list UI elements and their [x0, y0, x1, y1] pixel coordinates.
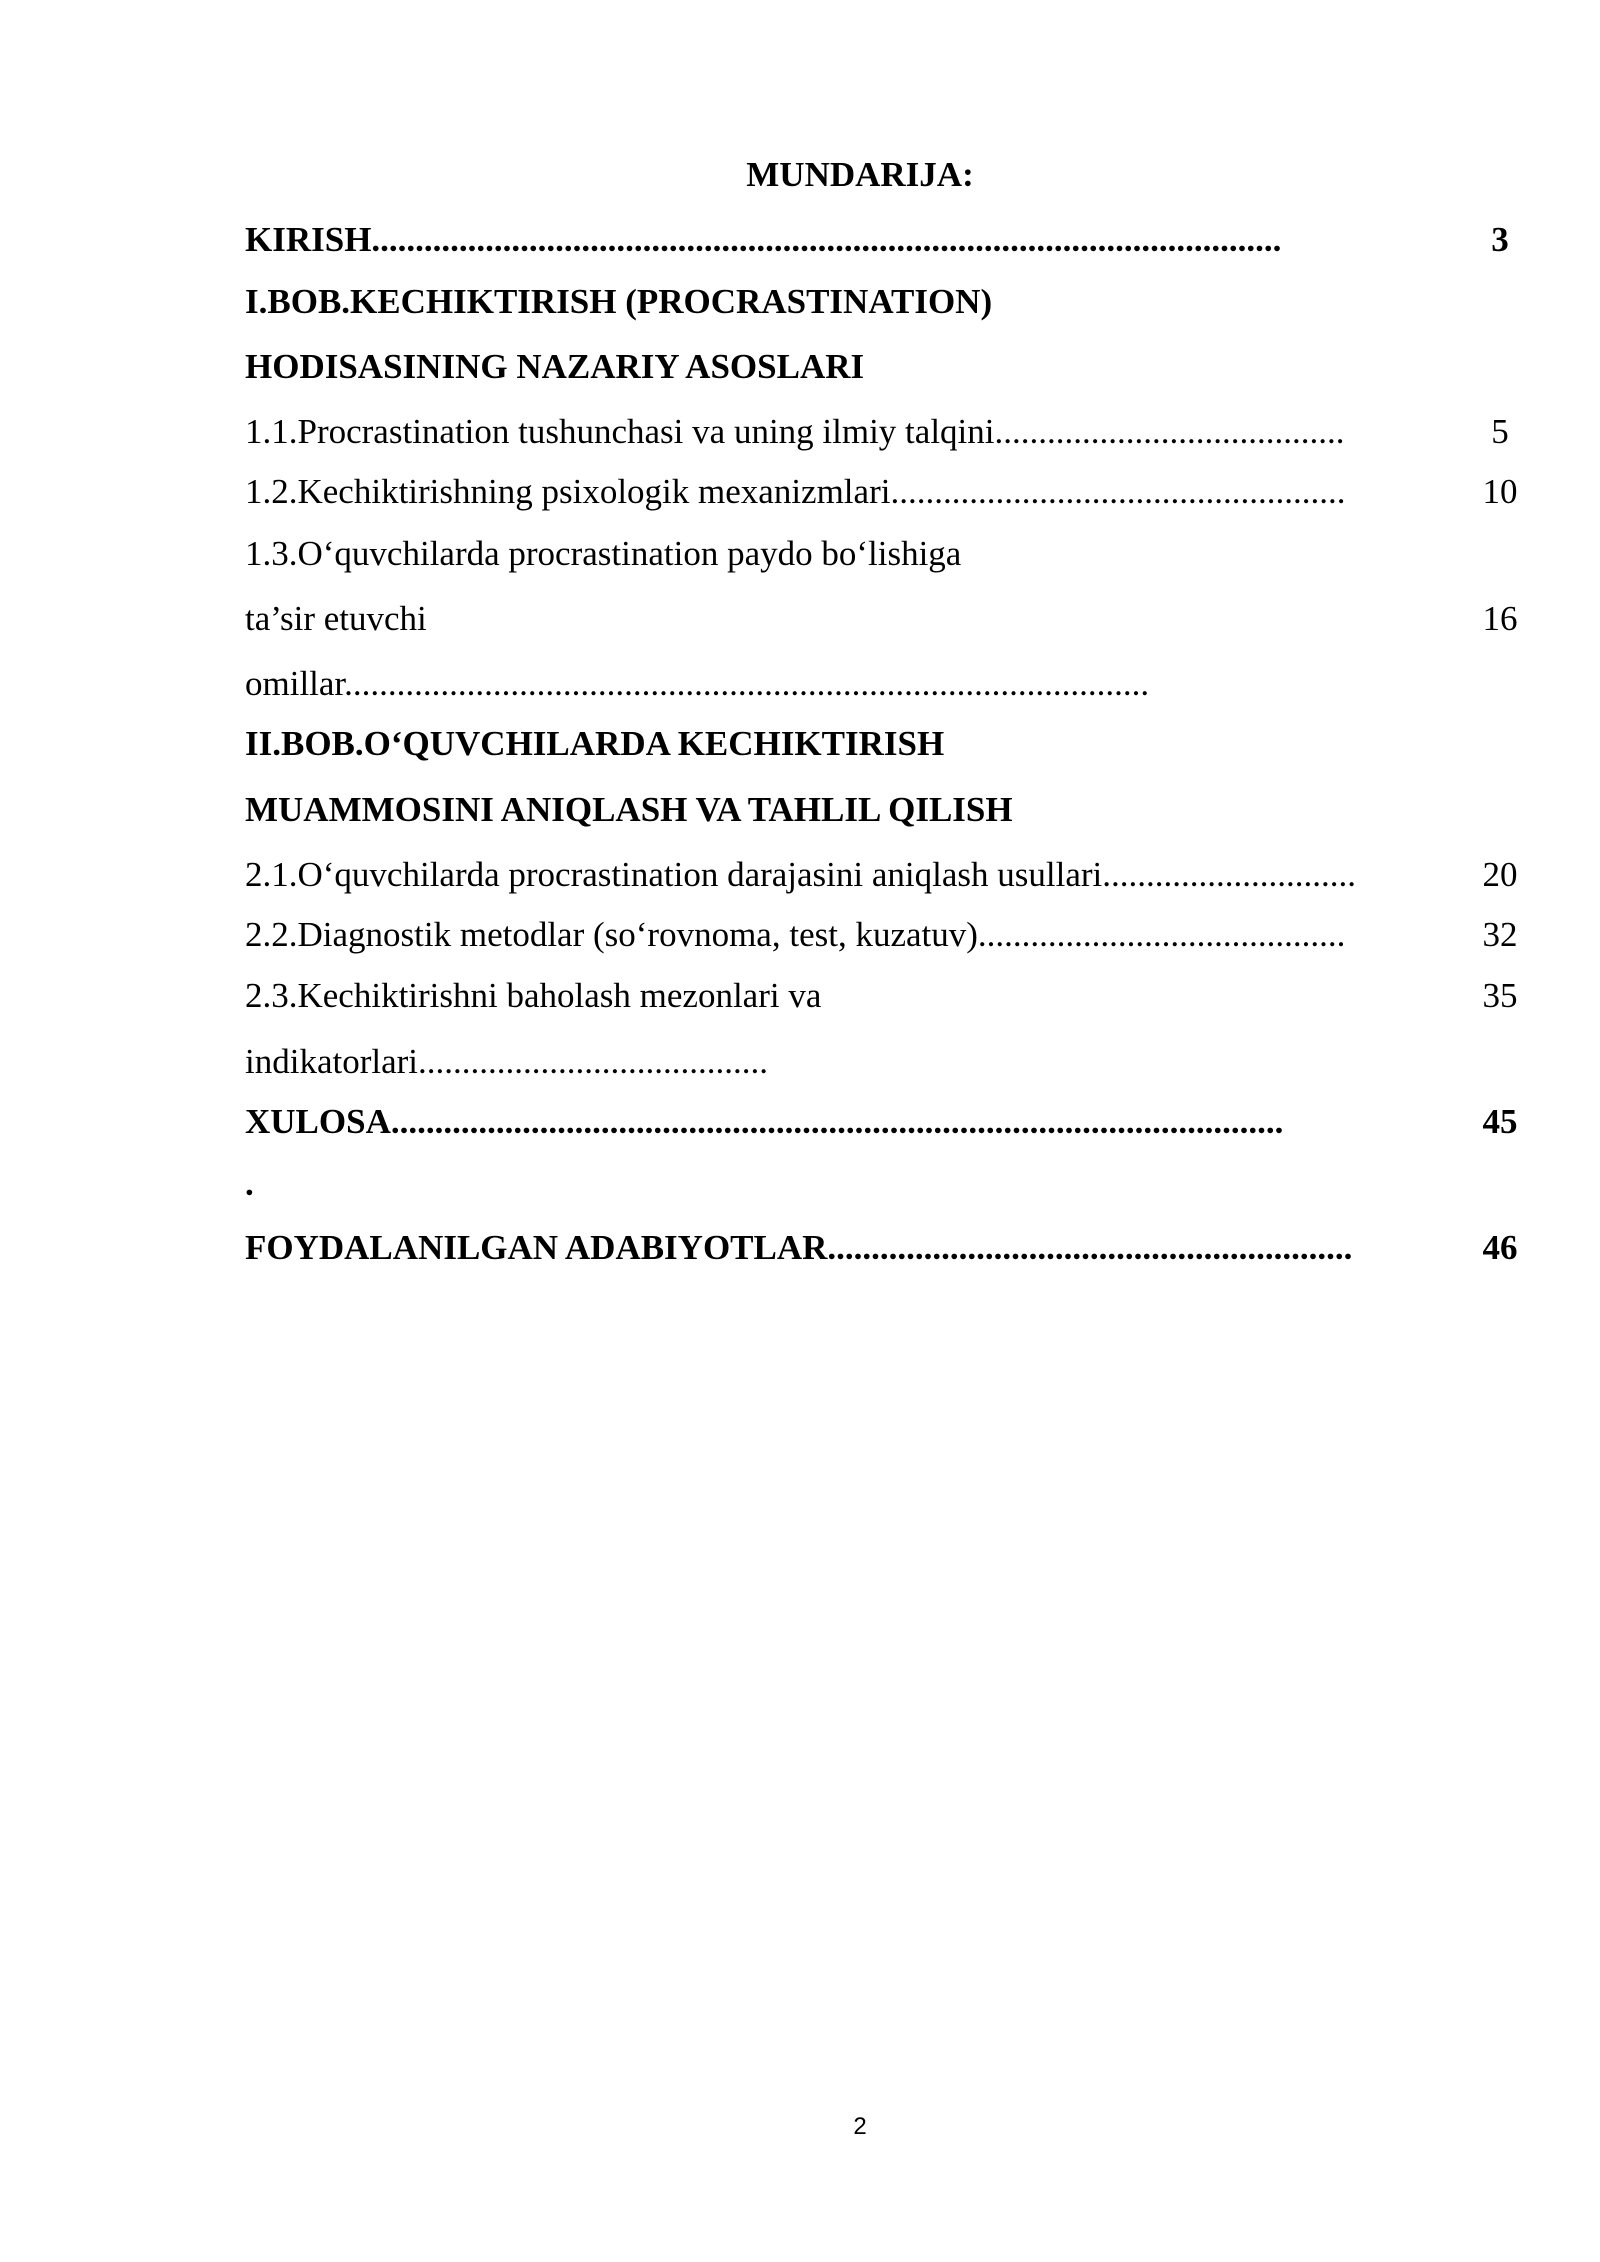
toc-entry-1-3-line-1[interactable]: 1.3.O‘quvchilarda procrastination paydo bo‘lishiga: [245, 534, 962, 573]
toc-page-1-3: 16: [1482, 599, 1518, 638]
toc-entry-chapter-2-line-1[interactable]: II.BOB.O‘QUVCHILARDA KECHIKTIRISH: [245, 724, 945, 763]
toc-entry-1-3-line-3[interactable]: omillar............................................................................................: [245, 664, 1150, 703]
toc-page-2-3: 35: [1482, 976, 1518, 1015]
toc-entry-chapter-1-line-1[interactable]: I.BOB.KECHIKTIRISH (PROCRASTINATION): [245, 282, 993, 321]
toc-page-references: 46: [1482, 1228, 1518, 1267]
toc-entry-2-1[interactable]: 2.1.O‘quvchilarda procrastination darajasini aniqlash usullari.............................: [245, 855, 1356, 894]
toc-entry-1-2[interactable]: 1.2.Kechiktirishning psixologik mexanizmlari....................................................: [245, 472, 1346, 511]
toc-heading-wrap: [0, 150, 1600, 200]
toc-entry-2-2[interactable]: 2.2.Diagnostik metodlar (so‘rovnoma, test, kuzatuv)..........................................: [245, 915, 1346, 954]
toc-page-1-2: 10: [1482, 472, 1518, 511]
toc-entry-xulosa[interactable]: XULOSA......................................................................................................: [245, 1102, 1284, 1141]
toc-entry-xulosa-dot: .: [245, 1164, 254, 1203]
toc-entry-1-3-line-2[interactable]: ta’sir etuvchi: [245, 599, 427, 638]
toc-entry-references[interactable]: FOYDALANILGAN ADABIYOTLAR............................................................: [245, 1228, 1353, 1267]
toc-page-2-1: 20: [1482, 855, 1518, 894]
toc-entry-2-3-line-2[interactable]: indikatorlari........................................: [245, 1042, 769, 1081]
toc-heading: MUNDARIJA:: [746, 155, 974, 194]
toc-entry-chapter-2-line-2[interactable]: MUAMMOSINI ANIQLASH VA TAHLIL QILISH: [245, 790, 1013, 829]
toc-page-1-1: 5: [1491, 412, 1509, 451]
toc-page-xulosa: 45: [1482, 1102, 1518, 1141]
toc-page-kirish: 3: [1491, 220, 1509, 259]
toc-page-2-2: 32: [1482, 915, 1518, 954]
page-number: 2: [853, 2113, 867, 2140]
toc-entry-1-1[interactable]: 1.1.Procrastination tushunchasi va uning ilmiy talqini........................................: [245, 412, 1345, 451]
toc-entry-2-3-line-1[interactable]: 2.3.Kechiktirishni baholash mezonlari va: [245, 976, 822, 1015]
toc-entry-kirish[interactable]: KIRISH........................................................................................................: [245, 220, 1282, 259]
toc-entry-chapter-1-line-2[interactable]: HODISASINING NAZARIY ASOSLARI: [245, 347, 865, 386]
